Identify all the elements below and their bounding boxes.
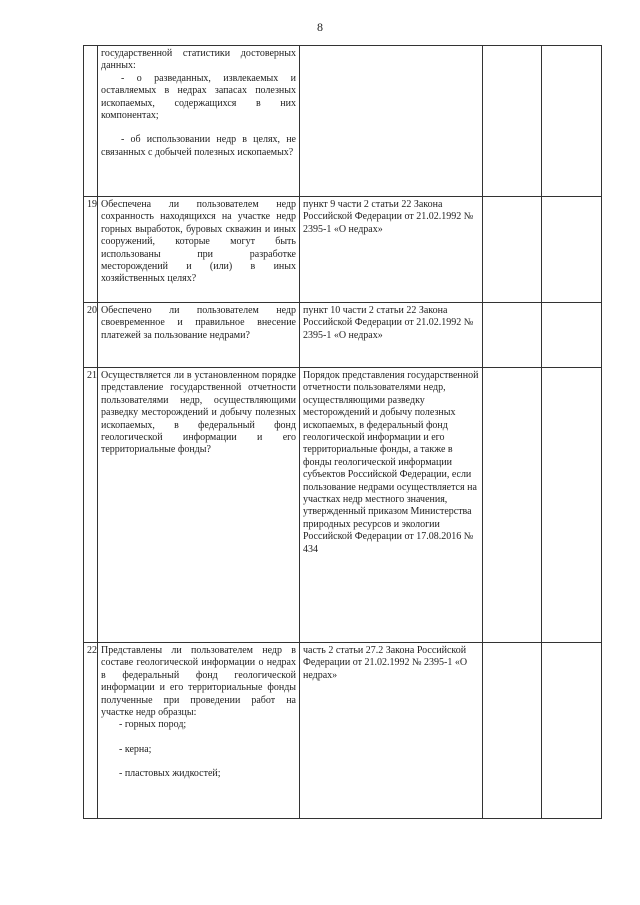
answer-cell (483, 643, 542, 819)
question-cell (98, 197, 300, 303)
law-reference-cell (300, 46, 483, 197)
question-subitem: - о разведанных, извлекаемых и оставляемых в недрах запасах полезных ископаемых, содержащихся в них компонентах; (101, 72, 296, 122)
law-reference-text: пункт 9 части 2 статьи 22 Закона Российской Федерации от 21.02.1992 № 2395-1 «О недрах» (303, 199, 474, 235)
question-cell (98, 303, 300, 368)
note-cell (542, 303, 602, 368)
answer-cell (483, 46, 542, 197)
table-row (84, 197, 602, 303)
sample-option: - пластовых жидкостей; (119, 768, 221, 780)
table-row (84, 303, 602, 368)
law-reference-cell (300, 303, 483, 368)
table-row (84, 643, 602, 819)
question-text: Осуществляется ли в установленном порядке представление государственной отчетности пользователями недр, осуществляющими разведку месторождений и добычу полезных ископаемых, в федеральный фонд геологической информации и его территориальные фонды? (101, 370, 296, 456)
row-number: 21 (84, 368, 98, 643)
row-number: 22 (84, 643, 98, 819)
question-cell (98, 643, 300, 819)
law-reference-text: пункт 10 части 2 статьи 22 Закона Российской Федерации от 21.02.1992 № 2395-1 «О недрах» (303, 305, 474, 341)
note-cell (542, 46, 602, 197)
page-number: 8 (317, 20, 323, 34)
row-number: 20 (84, 303, 98, 368)
answer-cell (483, 197, 542, 303)
note-cell (542, 197, 602, 303)
question-text: государственной статистики достоверных данных: (101, 48, 296, 72)
law-reference-text: Порядок представления государственной отчетности пользователями недр, осуществляющими разведку месторождений и добычу полезных ископаемых, в федеральный фонд геологической информации и его территориальные фонды, а также в фонды геологической информации субъектов Российской Федерации, если пользование недрами осуществляется на участках недр местного значения, утвержденный приказом Министерства природных ресурсов и экологии Российской Федерации от 17.08.2016 № 434 (303, 370, 479, 555)
question-text: Представлены ли пользователем недр в составе геологической информации о недрах в федеральный фонд геологической информации и его территориальные фонды полученные при проведении работ на участке недр образцы: (101, 645, 296, 719)
question-cell (98, 368, 300, 643)
checklist-table (83, 45, 602, 819)
law-reference-cell (300, 368, 483, 643)
question-subitem: - об использовании недр в целях, не связанных с добычей полезных ископаемых? (101, 134, 296, 158)
sample-option: - горных пород; (119, 719, 187, 731)
row-number (84, 46, 98, 197)
question-text: Обеспечено ли пользователем недр своевременное и правильное внесение платежей за пользование недрами? (101, 305, 296, 341)
question-cell (98, 46, 300, 197)
question-text: Обеспечена ли пользователем недр сохранность находящихся на участке недр горных выработок, буровых скважин и иных сооружений, которые могут быть использованы при разработке месторождений и (или) в иных хозяйственных целях? (101, 199, 296, 285)
sample-option: - керна; (119, 743, 152, 755)
answer-cell (483, 303, 542, 368)
note-cell (542, 368, 602, 643)
note-cell (542, 643, 602, 819)
law-reference-cell (300, 643, 483, 819)
table-row (84, 46, 602, 197)
row-number: 19 (84, 197, 98, 303)
answer-cell (483, 368, 542, 643)
law-reference-cell (300, 197, 483, 303)
law-reference-text: часть 2 статьи 27.2 Закона Российской Федерации от 21.02.1992 № 2395-1 «О недрах» (303, 645, 468, 681)
table-row (84, 368, 602, 643)
